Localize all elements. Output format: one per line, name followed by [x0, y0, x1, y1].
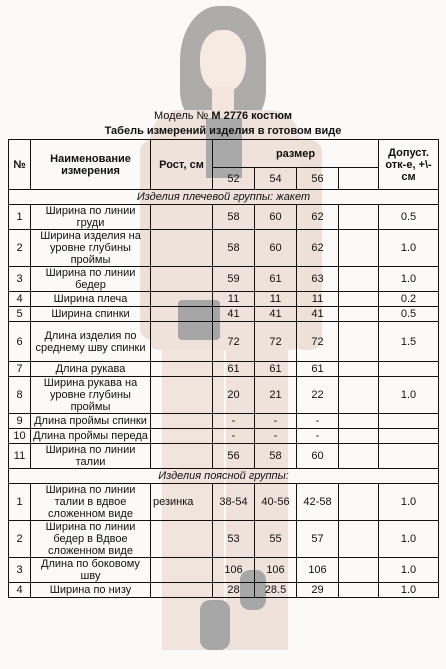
row-size-empty: [339, 362, 379, 377]
row-size-54: 60: [255, 230, 297, 267]
row-tolerance: 1.0: [379, 230, 439, 267]
row-size-56: 62: [297, 230, 339, 267]
row-size-56: 106: [297, 558, 339, 583]
row-tolerance: 1.0: [379, 521, 439, 558]
table-row: [9, 558, 439, 583]
row-height: [151, 558, 213, 583]
row-number: 2: [9, 230, 31, 267]
row-size-52: 20: [213, 377, 255, 414]
row-tolerance: [379, 414, 439, 429]
row-tolerance: 0.5: [379, 307, 439, 322]
table-subtitle: Табель измерений изделия в готовом виде: [104, 125, 342, 137]
row-number: 5: [9, 307, 31, 322]
table-row: [9, 429, 439, 444]
row-size-54: -: [255, 414, 297, 429]
row-tolerance: 1.0: [379, 583, 439, 598]
row-size-54: 61: [255, 362, 297, 377]
row-size-empty: [339, 558, 379, 583]
row-number: 3: [9, 267, 31, 292]
row-tolerance: 1.0: [379, 484, 439, 521]
row-tolerance: 1.0: [379, 377, 439, 414]
row-size-54: 21: [255, 377, 297, 414]
row-number: 6: [9, 322, 31, 362]
row-tolerance: 0.5: [379, 205, 439, 230]
row-number: 1: [9, 205, 31, 230]
row-name: Ширина изделия на уровне глубины проймы: [31, 230, 151, 267]
row-tolerance: [379, 362, 439, 377]
row-size-54: 61: [255, 267, 297, 292]
row-height: [151, 292, 213, 307]
row-height: резинка: [151, 484, 213, 521]
row-number: 4: [9, 583, 31, 598]
row-size-52: 59: [213, 267, 255, 292]
row-height: [151, 521, 213, 558]
table-row: [9, 444, 439, 469]
row-height: [151, 205, 213, 230]
header-height: Рост, см: [151, 140, 213, 190]
row-size-54: 60: [255, 205, 297, 230]
header-size-empty: [339, 168, 379, 190]
row-size-empty: [339, 292, 379, 307]
row-height: [151, 414, 213, 429]
table-row: [9, 362, 439, 377]
table-row: [9, 267, 439, 292]
table-row: [9, 414, 439, 429]
row-name: Ширина по линии бедер в Вдвое сложенном виде: [31, 521, 151, 558]
row-size-56: 29: [297, 583, 339, 598]
row-size-56: 60: [297, 444, 339, 469]
row-size-54: 72: [255, 322, 297, 362]
row-name: Длина проймы спинки: [31, 414, 151, 429]
row-height: [151, 307, 213, 322]
row-tolerance: 0.2: [379, 292, 439, 307]
row-size-52: 58: [213, 205, 255, 230]
row-height: [151, 230, 213, 267]
row-height: [151, 583, 213, 598]
row-size-empty: [339, 267, 379, 292]
row-size-empty: [339, 307, 379, 322]
header-tolerance: Допуст. отк-е, +\-см: [379, 140, 439, 190]
row-size-52: 53: [213, 521, 255, 558]
row-size-52: 61: [213, 362, 255, 377]
row-tolerance: 1.0: [379, 267, 439, 292]
group-header-row: [9, 469, 439, 484]
table-row: [9, 292, 439, 307]
row-size-52: 58: [213, 230, 255, 267]
row-size-empty: [339, 429, 379, 444]
row-number: 8: [9, 377, 31, 414]
row-size-52: 38-54: [213, 484, 255, 521]
header-size-54: 54: [255, 168, 297, 190]
row-size-empty: [339, 322, 379, 362]
table-row: [9, 307, 439, 322]
row-size-54: 55: [255, 521, 297, 558]
row-height: [151, 267, 213, 292]
header-size-52: 52: [213, 168, 255, 190]
row-number: 1: [9, 484, 31, 521]
table-row: [9, 322, 439, 362]
measurement-table: [8, 139, 439, 598]
row-size-56: -: [297, 429, 339, 444]
row-size-54: 28.5: [255, 583, 297, 598]
table-row: [9, 205, 439, 230]
row-name: Ширина по линии бедер: [31, 267, 151, 292]
table-row: [9, 583, 439, 598]
row-height: [151, 377, 213, 414]
row-size-empty: [339, 521, 379, 558]
row-size-empty: [339, 414, 379, 429]
row-size-52: 72: [213, 322, 255, 362]
row-number: 4: [9, 292, 31, 307]
row-size-empty: [339, 583, 379, 598]
row-size-52: -: [213, 414, 255, 429]
group-title: Изделия поясной группы:: [9, 469, 439, 484]
row-size-54: 58: [255, 444, 297, 469]
row-number: 7: [9, 362, 31, 377]
row-number: 2: [9, 521, 31, 558]
row-tolerance: [379, 429, 439, 444]
row-name: Длина изделия по среднему шву спинки: [31, 322, 151, 362]
header-name: Наименование измерения: [31, 140, 151, 190]
header-size: размер: [213, 140, 379, 168]
row-tolerance: 1.5: [379, 322, 439, 362]
row-size-empty: [339, 444, 379, 469]
row-size-56: 11: [297, 292, 339, 307]
row-name: Длина рукава: [31, 362, 151, 377]
row-name: Ширина по низу: [31, 583, 151, 598]
row-height: [151, 322, 213, 362]
row-name: Ширина по линии талии в вдвое сложенном виде: [31, 484, 151, 521]
row-name: Длина проймы переда: [31, 429, 151, 444]
row-size-56: 22: [297, 377, 339, 414]
row-size-54: 41: [255, 307, 297, 322]
row-size-56: 63: [297, 267, 339, 292]
model-code: М 2776 костюм: [211, 110, 292, 122]
table-row: [9, 521, 439, 558]
row-size-56: -: [297, 414, 339, 429]
group-header-row: [9, 190, 439, 205]
row-size-empty: [339, 230, 379, 267]
row-size-56: 62: [297, 205, 339, 230]
row-size-54: 106: [255, 558, 297, 583]
table-row: [9, 484, 439, 521]
row-size-52: 41: [213, 307, 255, 322]
row-name: Ширина рукава на уровне глубины проймы: [31, 377, 151, 414]
row-size-56: 72: [297, 322, 339, 362]
row-height: [151, 444, 213, 469]
row-number: 9: [9, 414, 31, 429]
row-name: Длина по боковому шву: [31, 558, 151, 583]
row-size-empty: [339, 484, 379, 521]
model-prefix: Модель №: [154, 110, 209, 122]
row-size-56: 61: [297, 362, 339, 377]
row-size-52: 28: [213, 583, 255, 598]
row-name: Ширина по линии груди: [31, 205, 151, 230]
row-size-empty: [339, 205, 379, 230]
row-size-56: 57: [297, 521, 339, 558]
header-size-56: 56: [297, 168, 339, 190]
row-tolerance: [379, 444, 439, 469]
row-size-54: -: [255, 429, 297, 444]
row-size-52: -: [213, 429, 255, 444]
row-number: 3: [9, 558, 31, 583]
row-size-52: 106: [213, 558, 255, 583]
row-name: Ширина плеча: [31, 292, 151, 307]
row-size-52: 11: [213, 292, 255, 307]
table-row: [9, 230, 439, 267]
row-size-56: 41: [297, 307, 339, 322]
row-name: Ширина по линии талии: [31, 444, 151, 469]
row-number: 10: [9, 429, 31, 444]
row-size-54: 11: [255, 292, 297, 307]
model-title: [0, 110, 446, 122]
row-height: [151, 429, 213, 444]
header-number: №: [9, 140, 31, 190]
row-size-52: 56: [213, 444, 255, 469]
row-size-54: 40-56: [255, 484, 297, 521]
group-title: Изделия плечевой группы: жакет: [9, 190, 439, 205]
table-row: [9, 377, 439, 414]
row-tolerance: 1.0: [379, 558, 439, 583]
row-size-56: 42-58: [297, 484, 339, 521]
row-size-empty: [339, 377, 379, 414]
row-number: 11: [9, 444, 31, 469]
row-height: [151, 362, 213, 377]
row-name: Ширина спинки: [31, 307, 151, 322]
